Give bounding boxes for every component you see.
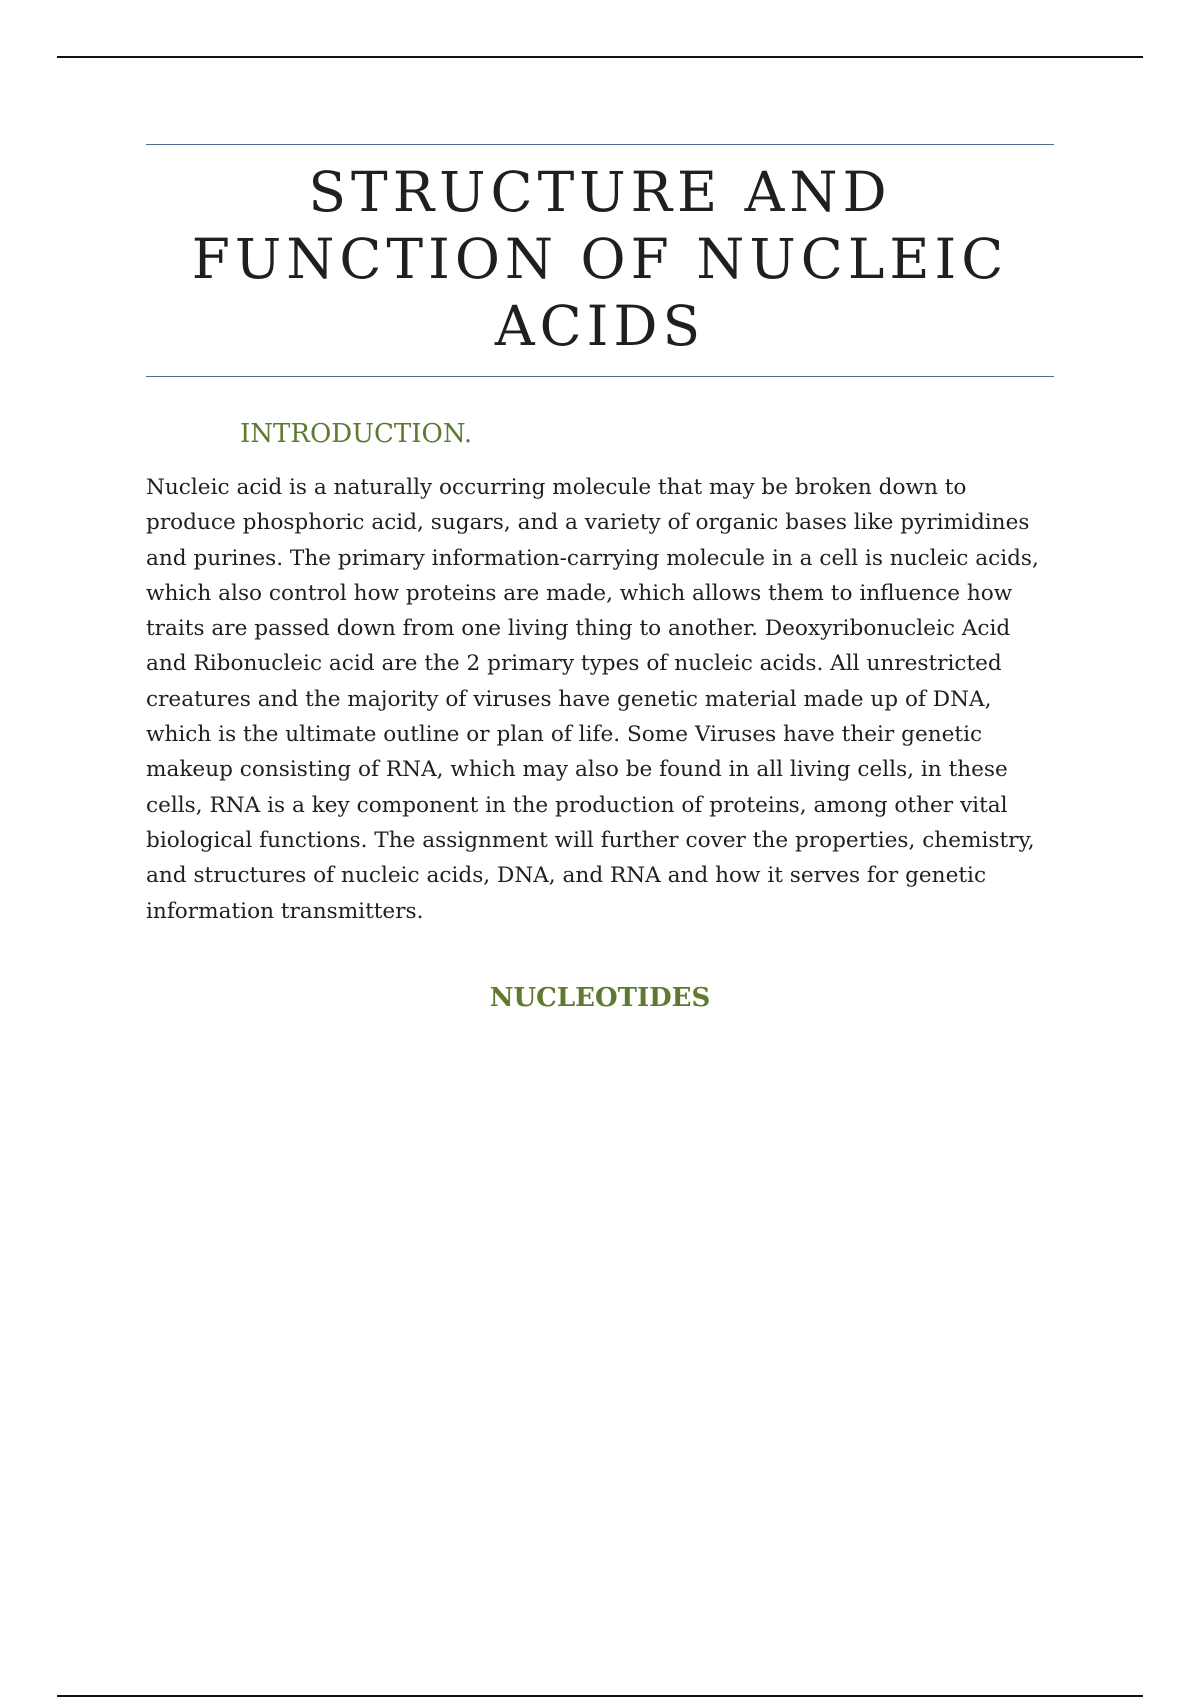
title-block: [146, 144, 1054, 377]
document-title: STRUCTURE AND FUNCTION OF NUCLEIC ACIDS: [191, 160, 1009, 358]
introduction-paragraph: Nucleic acid is a naturally occurring molecule that may be broken down to produce phosphoric acid, sugars, and a variety of organic bases like pyrimidines and purines. The primary information-carrying molecule in a cell is nucleic acids, which also control how proteins are made, which allows them to influence how traits are passed down from one living thing to another. Deoxyribonucleic Acid and Ribonucleic acid are the 2 primary types of nucleic acids. All unrestricted creatures and the majority of viruses have genetic material made up of DNA, which is the ultimate outline or plan of life. Some Viruses have their genetic makeup consisting of RNA, which may also be found in all living cells, in these cells, RNA is a key component in the production of proteins, among other vital biological functions. The assignment will further cover the properties, chemistry, and structures of nucleic acids, DNA, and RNA and how it serves for genetic information transmitters.: [146, 475, 1039, 924]
section-heading-introduction: INTRODUCTION.: [240, 419, 473, 449]
page-top-rule: [57, 56, 1143, 58]
title-bottom-rule: [146, 376, 1054, 377]
page-bottom-rule: [57, 1695, 1143, 1697]
section-heading-nucleotides: NUCLEOTIDES: [489, 983, 711, 1013]
